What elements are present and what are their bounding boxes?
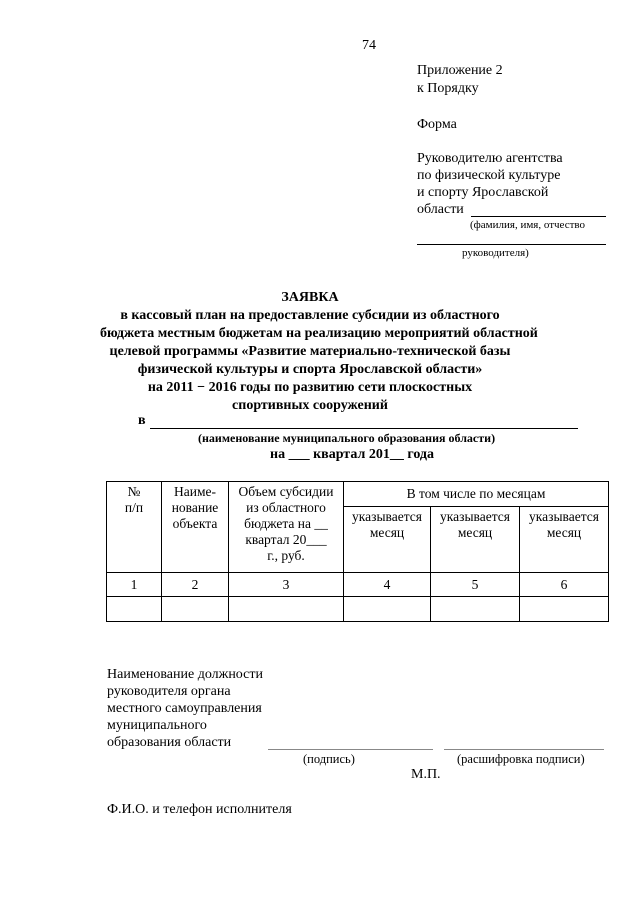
title-line-4: физической культуры и спорта Ярославской области» <box>137 362 483 377</box>
column-number-6: 6 <box>520 573 609 597</box>
appendix-line-2: к Порядку <box>417 81 479 96</box>
signature-line <box>268 749 433 750</box>
title-line-6: спортивных сооружений <box>232 398 388 413</box>
signature-decode-hint: (расшифровка подписи) <box>457 752 585 766</box>
header-subsidy-line-2: из областного <box>246 500 326 515</box>
title-line-3: целевой программы «Развитие материально-технической базы <box>109 344 511 359</box>
title-line-2: бюджета местным бюджетам на реализацию мероприятий областной <box>100 326 538 341</box>
table-row <box>107 597 609 622</box>
recipient-name-line <box>471 216 606 217</box>
executor-label: Ф.И.О. и телефон исполнителя <box>107 802 292 817</box>
quarter-line: на ___ квартал 201__ года <box>270 447 435 462</box>
position-line-3: местного самоуправления <box>107 701 262 716</box>
header-month-3-line-2: месяц <box>546 525 582 540</box>
position-line-1: Наименование должности <box>107 667 263 682</box>
subsidy-table <box>106 481 609 622</box>
column-number-1: 1 <box>107 573 162 597</box>
header-object-line-1: Наиме- <box>174 484 216 499</box>
empty-cell <box>431 597 520 622</box>
recipient-line-3: и спорту Ярославской <box>417 185 549 200</box>
recipient-line-2: по физической культуре <box>417 168 561 183</box>
header-subsidy-line-5: г., руб. <box>267 548 305 563</box>
recipient-line-1: Руководителю агентства <box>417 151 563 166</box>
recipient-line-4: области <box>417 202 464 217</box>
position-line-5: образования области <box>107 735 232 750</box>
empty-cell <box>162 597 229 622</box>
header-subsidy-volume <box>229 482 344 573</box>
header-number-line-2: п/п <box>124 500 144 515</box>
empty-cell <box>107 597 162 622</box>
recipient-hint-2: руководителя) <box>462 247 529 259</box>
header-number <box>107 482 162 573</box>
column-number-2: 2 <box>162 573 229 597</box>
title-line-5: на 2011 − 2016 годы по развитию сети плоскостных <box>147 380 473 395</box>
title-line-1: в кассовый план на предоставление субсидии из областного <box>120 308 500 323</box>
header-month-2-line-1: указывается <box>440 509 510 524</box>
title-heading: ЗАЯВКА <box>281 290 339 305</box>
header-month-2-line-2: месяц <box>457 525 493 540</box>
empty-cell <box>344 597 431 622</box>
header-month-2 <box>431 507 520 573</box>
header-number-line-1: № <box>127 484 141 499</box>
header-object-line-2: нование <box>171 500 219 515</box>
header-subsidy-line-1: Объем субсидии <box>238 484 334 499</box>
page-number: 74 <box>362 38 376 53</box>
table-row <box>107 573 609 597</box>
header-month-3 <box>520 507 609 573</box>
header-month-3-line-1: указывается <box>529 509 599 524</box>
column-number-3: 3 <box>229 573 344 597</box>
signature-decode-line <box>444 749 604 750</box>
appendix-line-1: Приложение 2 <box>417 63 503 78</box>
header-month-1 <box>344 507 431 573</box>
table-header-row <box>107 482 609 507</box>
header-object-name <box>162 482 229 573</box>
title-block <box>100 289 538 415</box>
municipality-hint: (наименование муниципального образования области) <box>198 431 496 445</box>
empty-cell <box>520 597 609 622</box>
form-label: Форма <box>417 117 457 132</box>
position-line-4: муниципального <box>107 718 207 733</box>
column-number-4: 4 <box>344 573 431 597</box>
municipality-line <box>150 428 578 429</box>
recipient-hint-1: (фамилия, имя, отчество <box>470 219 586 231</box>
header-month-1-line-2: месяц <box>369 525 405 540</box>
header-subsidy-line-4: квартал 20___ <box>245 532 327 547</box>
stamp-label: М.П. <box>411 767 441 782</box>
header-subsidy-line-3: бюджета на __ <box>244 516 328 531</box>
header-object-line-3: объекта <box>172 516 218 531</box>
position-line-2: руководителя органа <box>107 684 231 699</box>
header-months-group: В том числе по месяцам <box>344 482 609 507</box>
municipality-prefix: в <box>138 413 146 428</box>
column-number-5: 5 <box>431 573 520 597</box>
recipient-name-line-2 <box>417 244 606 245</box>
signature-hint: (подпись) <box>303 752 355 766</box>
empty-cell <box>229 597 344 622</box>
header-month-1-line-1: указывается <box>352 509 422 524</box>
position-title-block <box>107 666 263 751</box>
